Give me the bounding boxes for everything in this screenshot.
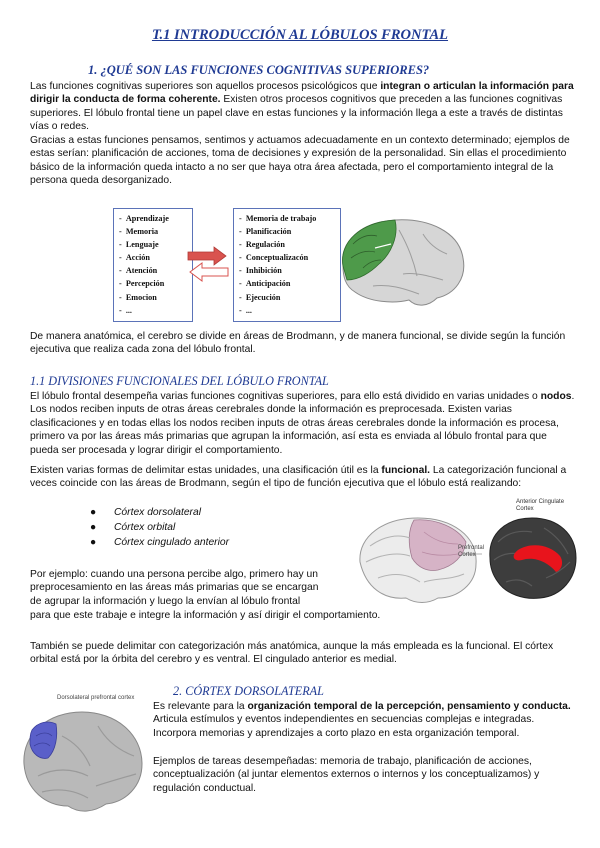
list-item: - Atención	[119, 266, 158, 276]
list-item: - Percepción	[119, 279, 165, 289]
list-item: - Ejecución	[239, 292, 281, 302]
paragraph-9: Ejemplos de tareas desempeñadas: memoria de trabajo, planificación de acciones, conceptualización (al juntar elementos externos o internos y los conceptualizamos) y regulación conductual.	[153, 756, 540, 794]
subdivision-list	[90, 505, 229, 550]
brain-cingulate-image	[484, 512, 580, 604]
brain-frontal-lobe-image	[333, 214, 469, 310]
list-item: - Planificación	[239, 227, 292, 237]
text-run: Es relevante para la	[153, 701, 248, 712]
list-item: - Emocion	[119, 292, 157, 302]
list-item: - Acción	[119, 253, 150, 263]
list-item: - Inhibición	[239, 266, 282, 276]
paragraph-4	[30, 390, 575, 457]
exchange-arrows-icon	[186, 246, 230, 282]
paragraph-7: También se puede delimitar con categorización más anatómica, aunque la más empleada es la funcional. El córtex orbital está por la órbita del cerebro y es ventral. El cingulado anterior es medial.	[30, 641, 554, 666]
text-run: La categorización funcional a veces coincide con las áreas de Brodmann, según el tipo de función ejecutiva que el lóbulo está realizando:	[30, 465, 567, 490]
text-run: Articula estímulos y eventos independientes en secuencias complejas e integradas. Incorpora memorias y aprendizajes a corto plazo en esta organización temporal.	[153, 714, 535, 739]
section-heading-1-1: 1.1 DIVISIONES FUNCIONALES DEL LÓBULO FRONTAL	[30, 374, 329, 388]
paragraph-6-line-4: para que este trabaje e integre la información y así dirigir el comportamiento.	[30, 610, 381, 621]
list-item: ● Córtex dorsolateral	[90, 507, 201, 518]
page-title: T.1 INTRODUCCIÓN AL LÓBULOS FRONTAL	[151, 27, 449, 43]
paragraph-6-line-2: preprocesamiento en las áreas más primarias que se encargan	[30, 582, 319, 593]
paragraph-2: Gracias a estas funciones pensamos, sentimos y actuamos adecuadamente en un contexto determinado; ejemplos de estas serían: planificación de acciones, toma de decisiones y expresión de la personalidad. Sin ellas el procedimiento básico de la información queda intacto a no ser que haya otra área afectada, pero el comportamiento integral de la persona queda desorganizado.	[30, 135, 570, 187]
section-heading-1: 1. ¿QUÉ SON LAS FUNCIONES COGNITIVAS SUPERIORES?	[88, 63, 430, 77]
text-run: Existen otros procesos cognitivos que preceden a las funciones cognitivas superiores. El lóbulo frontal tiene un papel clave en estas funciones y la información llega a este a través de distintas vías o redes.	[30, 94, 563, 133]
paragraph-8	[153, 700, 575, 740]
cingulate-caption: Anterior Cingulate Cortex	[516, 499, 565, 512]
list-item: - Regulación	[239, 240, 285, 250]
paragraph-1	[30, 80, 575, 134]
list-item: - Aprendizaje	[119, 214, 169, 223]
list-item: - Anticipación	[239, 279, 291, 289]
text-run: Existen varias formas de delimitar estas unidades, una clasificación útil es la	[30, 465, 382, 476]
executive-functions-list	[233, 208, 341, 322]
list-item: - ...	[239, 305, 252, 315]
list-item: ● Córtex cingulado anterior	[90, 537, 230, 548]
dorsolateral-caption: Dorsolateral prefrontal cortex	[57, 695, 135, 701]
brain-prefrontal-image	[354, 512, 484, 608]
list-item: - Memoria de trabajo	[239, 214, 317, 223]
text-run: . Los nodos reciben inputs de otras áreas cerebrales donde la información es preprocesada. Existen varias clasificaciones y en todas ellas los nodos reciben inputs de otras áreas cerebrales donde la información es procesa, primero va por las áreas más primarias que agrupan la información, así esta es enviada al lóbulo frontal para que pueda ser procesada y lograr dirigir el comportamiento.	[30, 391, 575, 456]
list-item: - Lenguaje	[119, 240, 159, 250]
paragraph-3: De manera anatómica, el cerebro se divide en áreas de Brodmann, y de manera funcional, se divide según la función ejecutiva que realiza cada zona del lóbulo frontal.	[30, 331, 566, 356]
paragraph-6-line-3: de agrupar la información y luego la envían al lóbulo frontal	[30, 596, 301, 607]
list-item: - Conceptualizacón	[239, 253, 309, 263]
paragraph-6-line-1: Por ejemplo: cuando una persona percibe algo, primero hay un	[30, 569, 318, 580]
list-item: ● Córtex orbital	[90, 522, 176, 533]
brain-dorsolateral-image	[18, 706, 148, 818]
bold-run: integran o articulan la información para dirigir la conducta de forma coherente.	[30, 81, 574, 106]
bold-run: nodos	[540, 391, 572, 402]
prefrontal-caption: Prefrontal Cortex	[458, 545, 485, 558]
text-run: Las funciones cognitivas superiores son aquellos procesos psicológicos que	[30, 81, 381, 92]
list-item: - Memoria	[119, 227, 159, 237]
bold-run: funcional.	[381, 465, 431, 476]
section-heading-2: 2. CÓRTEX DORSOLATERAL	[173, 684, 324, 698]
list-item: - ...	[119, 305, 132, 315]
higher-processes-list	[113, 208, 193, 322]
text-run: El lóbulo frontal desempeña varias funciones cognitivas superiores, para ello está dividido en varias unidades o	[30, 391, 541, 402]
bold-run: organización temporal de la percepción, pensamiento y conducta.	[247, 701, 571, 712]
paragraph-5	[30, 464, 575, 491]
